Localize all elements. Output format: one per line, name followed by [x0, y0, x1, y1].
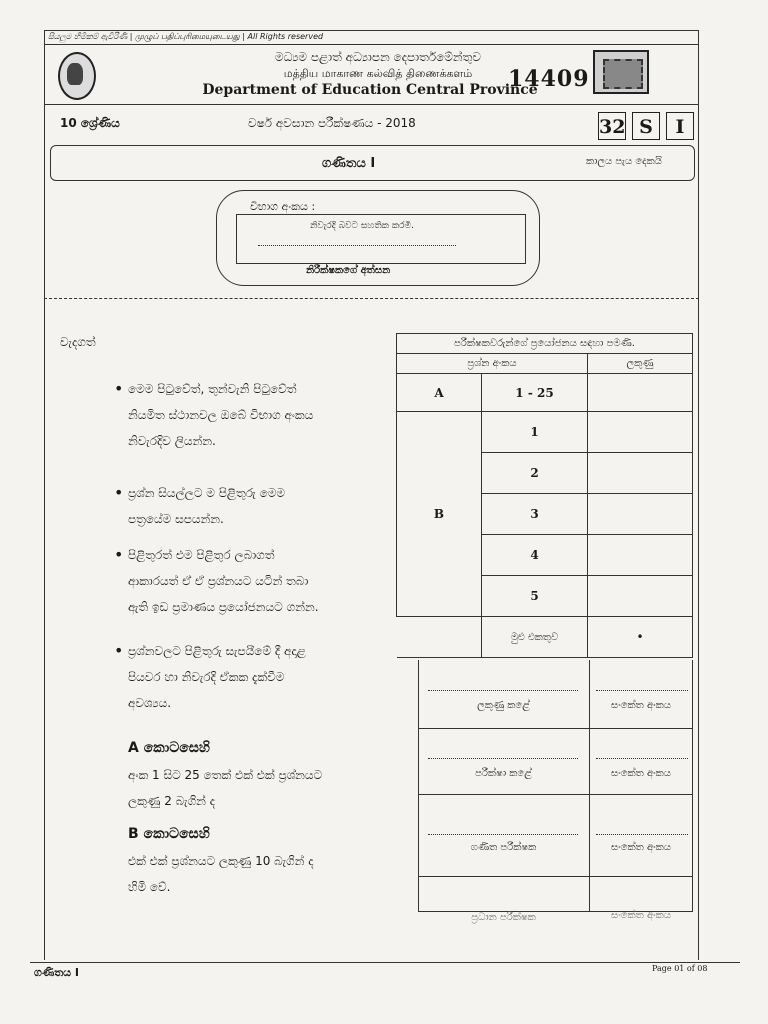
divider: [418, 794, 693, 795]
dept-sinhala: මධ්‍යම පළාත් අධ්‍යාපන දෙපාර්තමේන්තුව: [274, 50, 482, 64]
marked-by-signature-line[interactable]: [428, 690, 578, 691]
section-a-title: A කොටසෙහි: [128, 740, 210, 756]
code-box-1: 32: [598, 112, 626, 140]
marked-by-code-line[interactable]: [596, 690, 688, 691]
marks-cell[interactable]: [588, 412, 693, 453]
chief-examiner-label: ප්‍රධාන පරීක්ෂක: [471, 912, 536, 923]
footer-divider: [30, 962, 740, 963]
question-number: 5: [482, 576, 588, 617]
divider: [44, 44, 699, 45]
code-number-label: සංකේත අංකය: [611, 842, 671, 853]
bullet-icon: •: [114, 545, 124, 564]
table-row: [397, 374, 693, 412]
section-b-text: එක් එක් ප්‍රශ්නයට ලකුණු 10 බැගින් ද හිමි වේ.: [128, 854, 314, 894]
total-row: [397, 617, 693, 658]
department-stamp-icon: [593, 50, 649, 94]
marked-by-label: ලකුණු කළේ: [477, 700, 530, 711]
checked-by-code-line[interactable]: [596, 758, 688, 759]
part-b-label: B: [397, 412, 482, 617]
national-crest-icon: [58, 52, 96, 100]
code-number-label: සංකේත අංකය: [611, 910, 671, 921]
serial-number: 14409: [508, 66, 590, 92]
question-number: 1 - 25: [482, 374, 588, 412]
question-number: 2: [482, 453, 588, 494]
total-marks-cell[interactable]: •: [588, 617, 693, 658]
subject-title: ගණිතය I: [322, 156, 376, 171]
marks-cell[interactable]: [588, 535, 693, 576]
question-number: 3: [482, 494, 588, 535]
marks-table: [396, 333, 693, 658]
col-marks-header: ලකුණු: [588, 354, 693, 374]
instruction-item-1: • මෙම පිටුවේත්, තුන්වැනි පිටුවේත් නියමිත ස්ථානවල ඔබේ විභාග අංකය නිවැරදිව ලියන්න.: [114, 376, 394, 454]
signature-label: නිරීක්ෂකගේ අත්සන: [306, 265, 391, 276]
question-number: 1: [482, 412, 588, 453]
grade-label: 10 ශ්‍රේණිය: [60, 116, 120, 130]
divider: [44, 104, 699, 105]
marks-cell[interactable]: [588, 576, 693, 617]
section-b-title: B කොටසෙහි: [128, 826, 210, 842]
code-number-label: සංකේත අංකය: [611, 768, 671, 779]
divider: [418, 728, 693, 729]
marks-cell[interactable]: [588, 374, 693, 412]
total-label: මුළු එකතුව: [482, 617, 588, 658]
math-examiner-signature-line[interactable]: [428, 834, 578, 835]
cut-line: [44, 298, 699, 299]
part-a-label: A: [397, 374, 482, 412]
certify-text: නිවැරදි බවට සහතික කරමි.: [310, 221, 414, 231]
table-caption: පරීක්ෂකවරුන්ගේ ප්‍රයෝජනය සඳහා පමණි.: [397, 334, 693, 354]
dept-tamil: மத்திய மாகாண கல்வித் திணைக்களம்: [283, 67, 473, 80]
code-box-3: I: [666, 112, 694, 140]
page-number: Page 01 of 08: [652, 964, 708, 973]
math-examiner-code-line[interactable]: [596, 834, 688, 835]
checked-by-label: පරීක්ෂා කළේ: [475, 768, 532, 779]
exam-title: වර්ෂ අවසාන පරීක්ෂණය - 2018: [248, 116, 416, 130]
instruction-item-3: • පිළිතුරත් එම පිළිතුර ලබාගත් ආකාරයත් ඒ ඒ ප්‍රශ්නයට යටින් තබා ඇති ඉඩ ප්‍රමාණය ප්‍රයෝජනයට ගන්න.: [114, 542, 394, 620]
signature-line[interactable]: [258, 245, 456, 246]
duration: කාලය පැය දෙකයි: [586, 156, 662, 167]
question-number: 4: [482, 535, 588, 576]
bullet-icon: •: [114, 483, 124, 502]
divider: [589, 660, 590, 912]
code-box-2: S: [632, 112, 660, 140]
table-row: [397, 412, 693, 453]
instruction-item-2: • ප්‍රශ්න සියල්ලට ම පිළිතුරු මෙම පත්‍රයේම සපයන්න.: [114, 480, 394, 532]
code-number-label: සංකේත අංකය: [611, 700, 671, 711]
dept-english: Department of Education Central Province: [202, 82, 538, 98]
section-a-text: අංක 1 සිට 25 තෙක් එක් එක් ප්‍රශ්නයට ලකුණු 2 බැගින් ද: [128, 768, 323, 808]
math-examiner-label: ගණිත පරීක්ෂක: [470, 842, 537, 853]
marks-cell[interactable]: [588, 453, 693, 494]
rights-strip: සියලුම හිමිකම් ඇවිරිණි | முழுப் பதிப்புரிமையுடையது | All Rights reserved: [48, 32, 324, 41]
bullet-icon: •: [114, 379, 124, 398]
col-question-header: ප්‍රශ්න අංකය: [397, 354, 588, 374]
marks-cell[interactable]: [588, 494, 693, 535]
footer-subject: ගණිතය I: [34, 966, 79, 979]
checked-by-signature-line[interactable]: [428, 758, 578, 759]
divider: [418, 876, 693, 877]
signature-block: [418, 660, 693, 912]
important-heading: වැදගත්: [60, 335, 96, 349]
instruction-item-4: • ප්‍රශ්නවලට පිළිතුරු සැපයීමේ දී අදාළ පියවර හා නිවැරදි ඒකක දැක්වීම අවශ්‍යය.: [114, 638, 394, 716]
index-label: විභාග අංකය :: [250, 200, 316, 213]
bullet-icon: •: [114, 641, 124, 660]
